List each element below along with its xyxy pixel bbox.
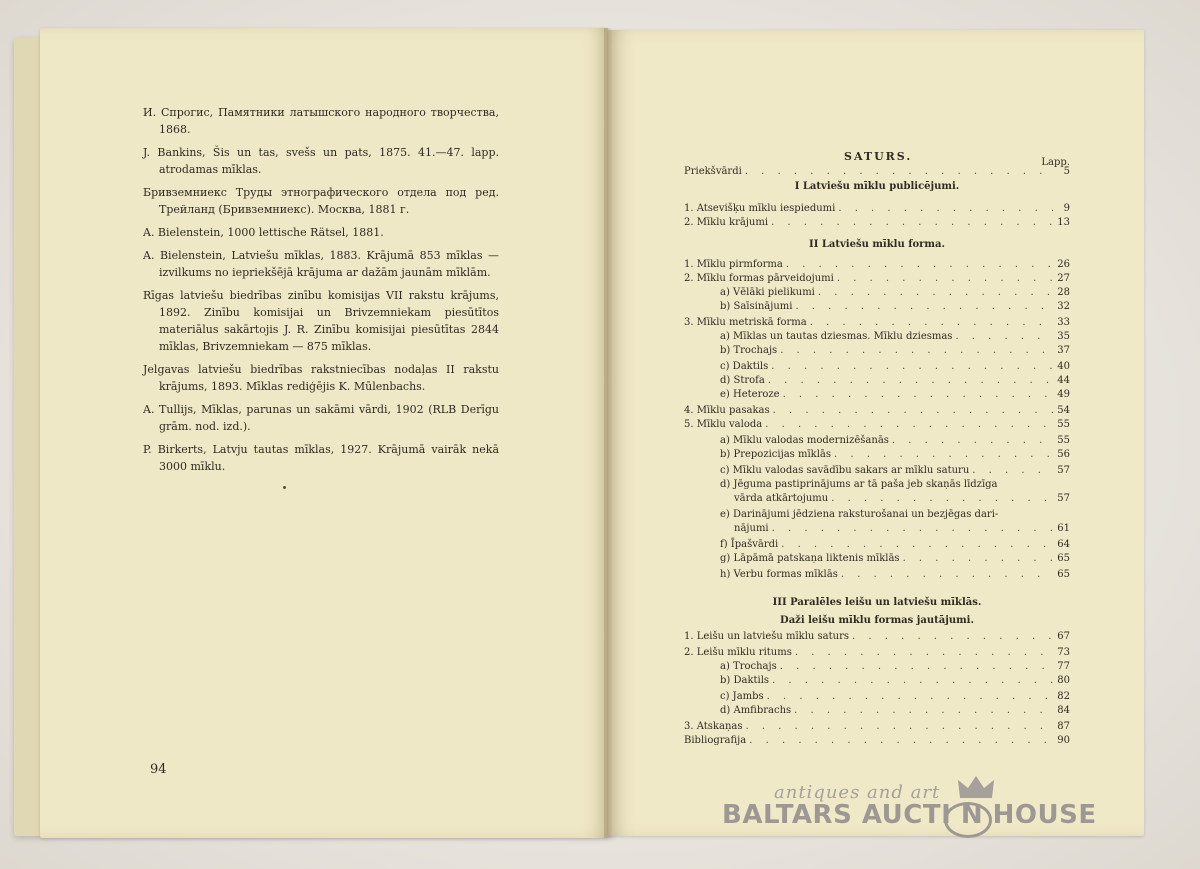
toc-entry-label: b) Daktils	[720, 675, 770, 686]
bibliography-entry: P. Birkerts, Latvju tautas mīklas, 1927. Krājumā vairāk nekā 3000 mīklu.	[143, 443, 499, 473]
toc-entry-page: 65	[1057, 553, 1070, 564]
toc-leader-dots	[841, 568, 1053, 582]
toc-leader-dots	[831, 492, 1053, 506]
toc-entry-page: 54	[1057, 405, 1070, 416]
crown-icon	[956, 774, 996, 800]
toc-entry-label: b) Trochajs	[720, 345, 778, 356]
toc-entry-label: d) Amfibrachs	[720, 705, 792, 716]
toc-leader-dots	[767, 690, 1053, 704]
toc-entry-page: 84	[1057, 705, 1070, 716]
toc-entry-page: 55	[1057, 419, 1070, 430]
toc-entry-page: 73	[1057, 647, 1070, 658]
toc-entry-page: 35	[1057, 331, 1070, 342]
bibliography-entry: Rīgas latviešu biedrības zinību komisijas VII rakstu krājums, 1892. Zinību komisijai un Brivzemniekam piesūtītos materiālus sakārtojis J. R. Zinību komisijai piesūtītas 2844 mīklas, Brivzemniekam — 875 mīklas.	[143, 289, 499, 353]
watermark-ring	[944, 802, 992, 838]
bibliography-entry: И. Спрогис, Памятники латышского народного творчества, 1868.	[143, 106, 499, 136]
toc-entry-page: 55	[1057, 435, 1070, 446]
toc-entry-label: 2. Mīklu formas pārveidojumi	[684, 273, 834, 284]
toc-entry-label: c) Daktils	[720, 361, 769, 372]
toc-entry-page: 57	[1057, 465, 1070, 476]
toc-entry	[684, 704, 1070, 718]
toc-entry	[684, 316, 1070, 330]
toc-entry	[684, 734, 1070, 748]
toc-entry	[684, 216, 1070, 230]
toc-entry	[684, 330, 1070, 344]
toc-entry-label: 1. Mīklu pirmforma	[684, 259, 783, 270]
toc-entry	[684, 720, 1070, 734]
toc-entry-label: Priekšvārdi	[684, 166, 742, 177]
toc-leader-dots	[955, 330, 1053, 344]
toc-entry-page: 5	[1063, 166, 1070, 177]
toc-entry-label: b) Prepozicijas mīklās	[720, 449, 832, 460]
toc-entry-label: a) Trochajs	[720, 661, 777, 672]
toc-section-heading: III Paralēles leišu un latviešu mīklās.	[772, 597, 982, 608]
toc-entry-page: 9	[1063, 203, 1070, 214]
toc-entry	[684, 300, 1070, 314]
toc-entry	[684, 538, 1070, 552]
toc-entry	[684, 165, 1070, 179]
toc-leader-dots	[765, 418, 1053, 432]
toc-entry	[684, 568, 1070, 582]
toc-leader-dots	[838, 202, 1053, 216]
toc-leader-dots	[795, 646, 1053, 660]
toc-entry-label: a) Mīklas un tautas dziesmas. Mīklu dziesmas	[720, 331, 953, 342]
toc-leader-dots	[783, 388, 1053, 402]
toc-entry-label: g) Lāpāmā patskaņa liktenis mīklās	[720, 553, 900, 564]
toc-entry-page: 49	[1057, 389, 1070, 400]
toc-entry	[684, 434, 1070, 448]
toc-entry-label: 4. Mīklu pasakas	[684, 405, 770, 416]
toc-entry	[684, 258, 1070, 272]
toc-entry-page: 40	[1057, 361, 1070, 372]
toc-entry-label: e) Heteroze	[720, 389, 780, 400]
toc-entry-page: 28	[1057, 287, 1070, 298]
toc-leader-dots	[749, 734, 1053, 748]
toc-entry-page: 61	[1057, 523, 1070, 534]
toc-entry-page: 87	[1057, 721, 1070, 732]
toc-leader-dots	[771, 216, 1053, 230]
toc-entry	[684, 508, 1070, 522]
toc-entry-label: Bibliografija	[684, 735, 747, 746]
toc-entry-page: 37	[1057, 345, 1070, 356]
page-number: 94	[150, 762, 167, 777]
toc-leader-dots	[780, 660, 1053, 674]
toc-entry-page: 33	[1057, 317, 1070, 328]
bibliography-entry: A. Tullijs, Mīklas, parunas un sakāmi vārdi, 1902 (RLB Derīgu grām. nod. izd.).	[143, 403, 499, 433]
toc-leader-dots	[903, 552, 1053, 566]
toc-section-heading: Daži leišu mīklu formas jautājumi.	[780, 615, 974, 626]
toc-entry-label: 1. Leišu un latviešu mīklu saturs	[684, 631, 850, 642]
toc-entry-page: 57	[1057, 493, 1070, 504]
toc-entry	[684, 478, 1070, 492]
toc-entry-label: d) Jēguma pastiprinājums ar tā paša jeb skaņās līdzīga	[720, 479, 998, 490]
toc-section-heading: II Latviešu mīklu forma.	[809, 239, 945, 250]
toc-leader-dots	[794, 704, 1053, 718]
toc-entry-label: 1. Atsevišķu mīklu iespiedumi	[684, 203, 836, 214]
toc-entry-page: 65	[1057, 569, 1070, 580]
toc-entry-label: nājumi	[734, 523, 769, 534]
toc-entry-label: vārda atkārtojumu	[734, 493, 829, 504]
bibliography-entry: J. Bankins, Šis un tas, svešs un pats, 1875. 41.—47. lapp. atrodamas mīklas.	[143, 146, 499, 176]
toc-entry-page: 44	[1057, 375, 1070, 386]
toc-entry	[684, 202, 1070, 216]
toc-section-heading: I Latviešu mīklu publicējumi.	[794, 181, 960, 192]
toc-entry	[684, 448, 1070, 462]
toc-entry-label: b) Saīsinājumi	[720, 301, 793, 312]
toc-entry	[684, 552, 1070, 566]
toc-leader-dots	[810, 316, 1053, 330]
toc-entry	[684, 388, 1070, 402]
bibliography-entry: A. Bielenstein, 1000 lettische Rätsel, 1881.	[143, 226, 384, 239]
watermark-script-text: antiques and art	[774, 782, 941, 803]
toc-entry-page: 64	[1057, 539, 1070, 550]
watermark-main-text: BALTARS AUCTI N HOUSE	[722, 800, 1097, 830]
toc-leader-dots	[773, 404, 1053, 418]
toc-leader-dots	[892, 434, 1053, 448]
toc-entry-label: a) Mīklu valodas modernizēšanās	[720, 435, 889, 446]
toc-entry-page: 77	[1057, 661, 1070, 672]
toc-entry	[684, 630, 1070, 644]
toc-leader-dots	[795, 300, 1053, 314]
toc-entry	[684, 344, 1070, 358]
toc-leader-dots	[780, 344, 1053, 358]
toc-entry	[684, 646, 1070, 660]
toc-entry-label: d) Strofa	[720, 375, 765, 386]
bibliography-entry: Jelgavas latviešu biedrības rakstniecības nodaļas II rakstu krājums, 1893. Mīklas rediģējis K. Mūlenbachs.	[143, 363, 499, 393]
toc-entry-label: e) Darinājumi jēdziena raksturošanai un bezjēgas dari-	[720, 509, 999, 520]
toc-entry-page: 27	[1057, 273, 1070, 284]
ink-spot	[283, 486, 286, 489]
toc-leader-dots	[786, 258, 1053, 272]
toc-leader-dots	[745, 165, 1053, 179]
toc-entry-page: 82	[1057, 691, 1070, 702]
toc-entry-label: 2. Leišu mīklu ritums	[684, 647, 792, 658]
toc-entry	[684, 674, 1070, 688]
toc-leader-dots	[818, 286, 1053, 300]
toc-entry	[684, 404, 1070, 418]
toc-entry-page: 90	[1057, 735, 1070, 746]
toc-entry	[684, 690, 1070, 704]
bibliography-list	[143, 104, 499, 481]
toc-entry-page: 32	[1057, 301, 1070, 312]
bibliography-entry: Бривземниекс Труды этнографического отдела под ред. Трейланд (Бривземниекс). Москва, 1881 г.	[143, 186, 499, 216]
bibliography-entry: A. Bielenstein, Latviešu mīklas, 1883. Krājumā 853 mīklas — izvilkums no iepriekšējā krājuma ar dažām jaunām mīklām.	[143, 249, 499, 279]
toc-leader-dots	[772, 522, 1053, 536]
toc-entry-label: c) Jambs	[720, 691, 764, 702]
toc-entry-page: 80	[1057, 675, 1070, 686]
toc-entry-page: 26	[1057, 259, 1070, 270]
toc-leader-dots	[745, 720, 1053, 734]
toc-entry-label: 3. Mīklu metriskā forma	[684, 317, 807, 328]
toc-entry-label: 2. Mīklu krājumi	[684, 217, 769, 228]
toc-entry	[684, 418, 1070, 432]
toc-entry-page: 13	[1057, 217, 1070, 228]
toc-leader-dots	[772, 674, 1053, 688]
toc-entry-label: 5. Mīklu valoda	[684, 419, 763, 430]
toc-leader-dots	[768, 374, 1053, 388]
toc-leader-dots	[972, 464, 1053, 478]
toc-leader-dots	[781, 538, 1053, 552]
toc-entry	[684, 522, 1070, 536]
toc-leader-dots	[837, 272, 1053, 286]
toc-entry	[684, 286, 1070, 300]
toc-entry	[684, 492, 1070, 506]
toc-entry	[684, 272, 1070, 286]
toc-entry-label: h) Verbu formas mīklās	[720, 569, 838, 580]
toc-entry	[684, 374, 1070, 388]
toc-entry-label: f) Īpašvārdi	[720, 539, 779, 550]
toc-entry-label: 3. Atskaņas	[684, 721, 743, 732]
toc-leader-dots	[852, 630, 1053, 644]
toc-entry-label: c) Mīklu valodas savādību sakars ar mīklu saturu	[720, 465, 970, 476]
toc-entry	[684, 360, 1070, 374]
toc-entry-page: 67	[1057, 631, 1070, 642]
toc-entry	[684, 660, 1070, 674]
toc-page-column-label: Lapp.	[1041, 157, 1070, 168]
toc-entry-page: 56	[1057, 449, 1070, 460]
book-gutter	[604, 28, 612, 838]
auction-watermark	[716, 770, 1136, 840]
toc-title: SATURS.	[844, 150, 913, 163]
toc-entry	[684, 464, 1070, 478]
toc-entry-label: a) Vēlāki pielikumi	[720, 287, 815, 298]
toc-leader-dots	[771, 360, 1053, 374]
toc-leader-dots	[834, 448, 1053, 462]
